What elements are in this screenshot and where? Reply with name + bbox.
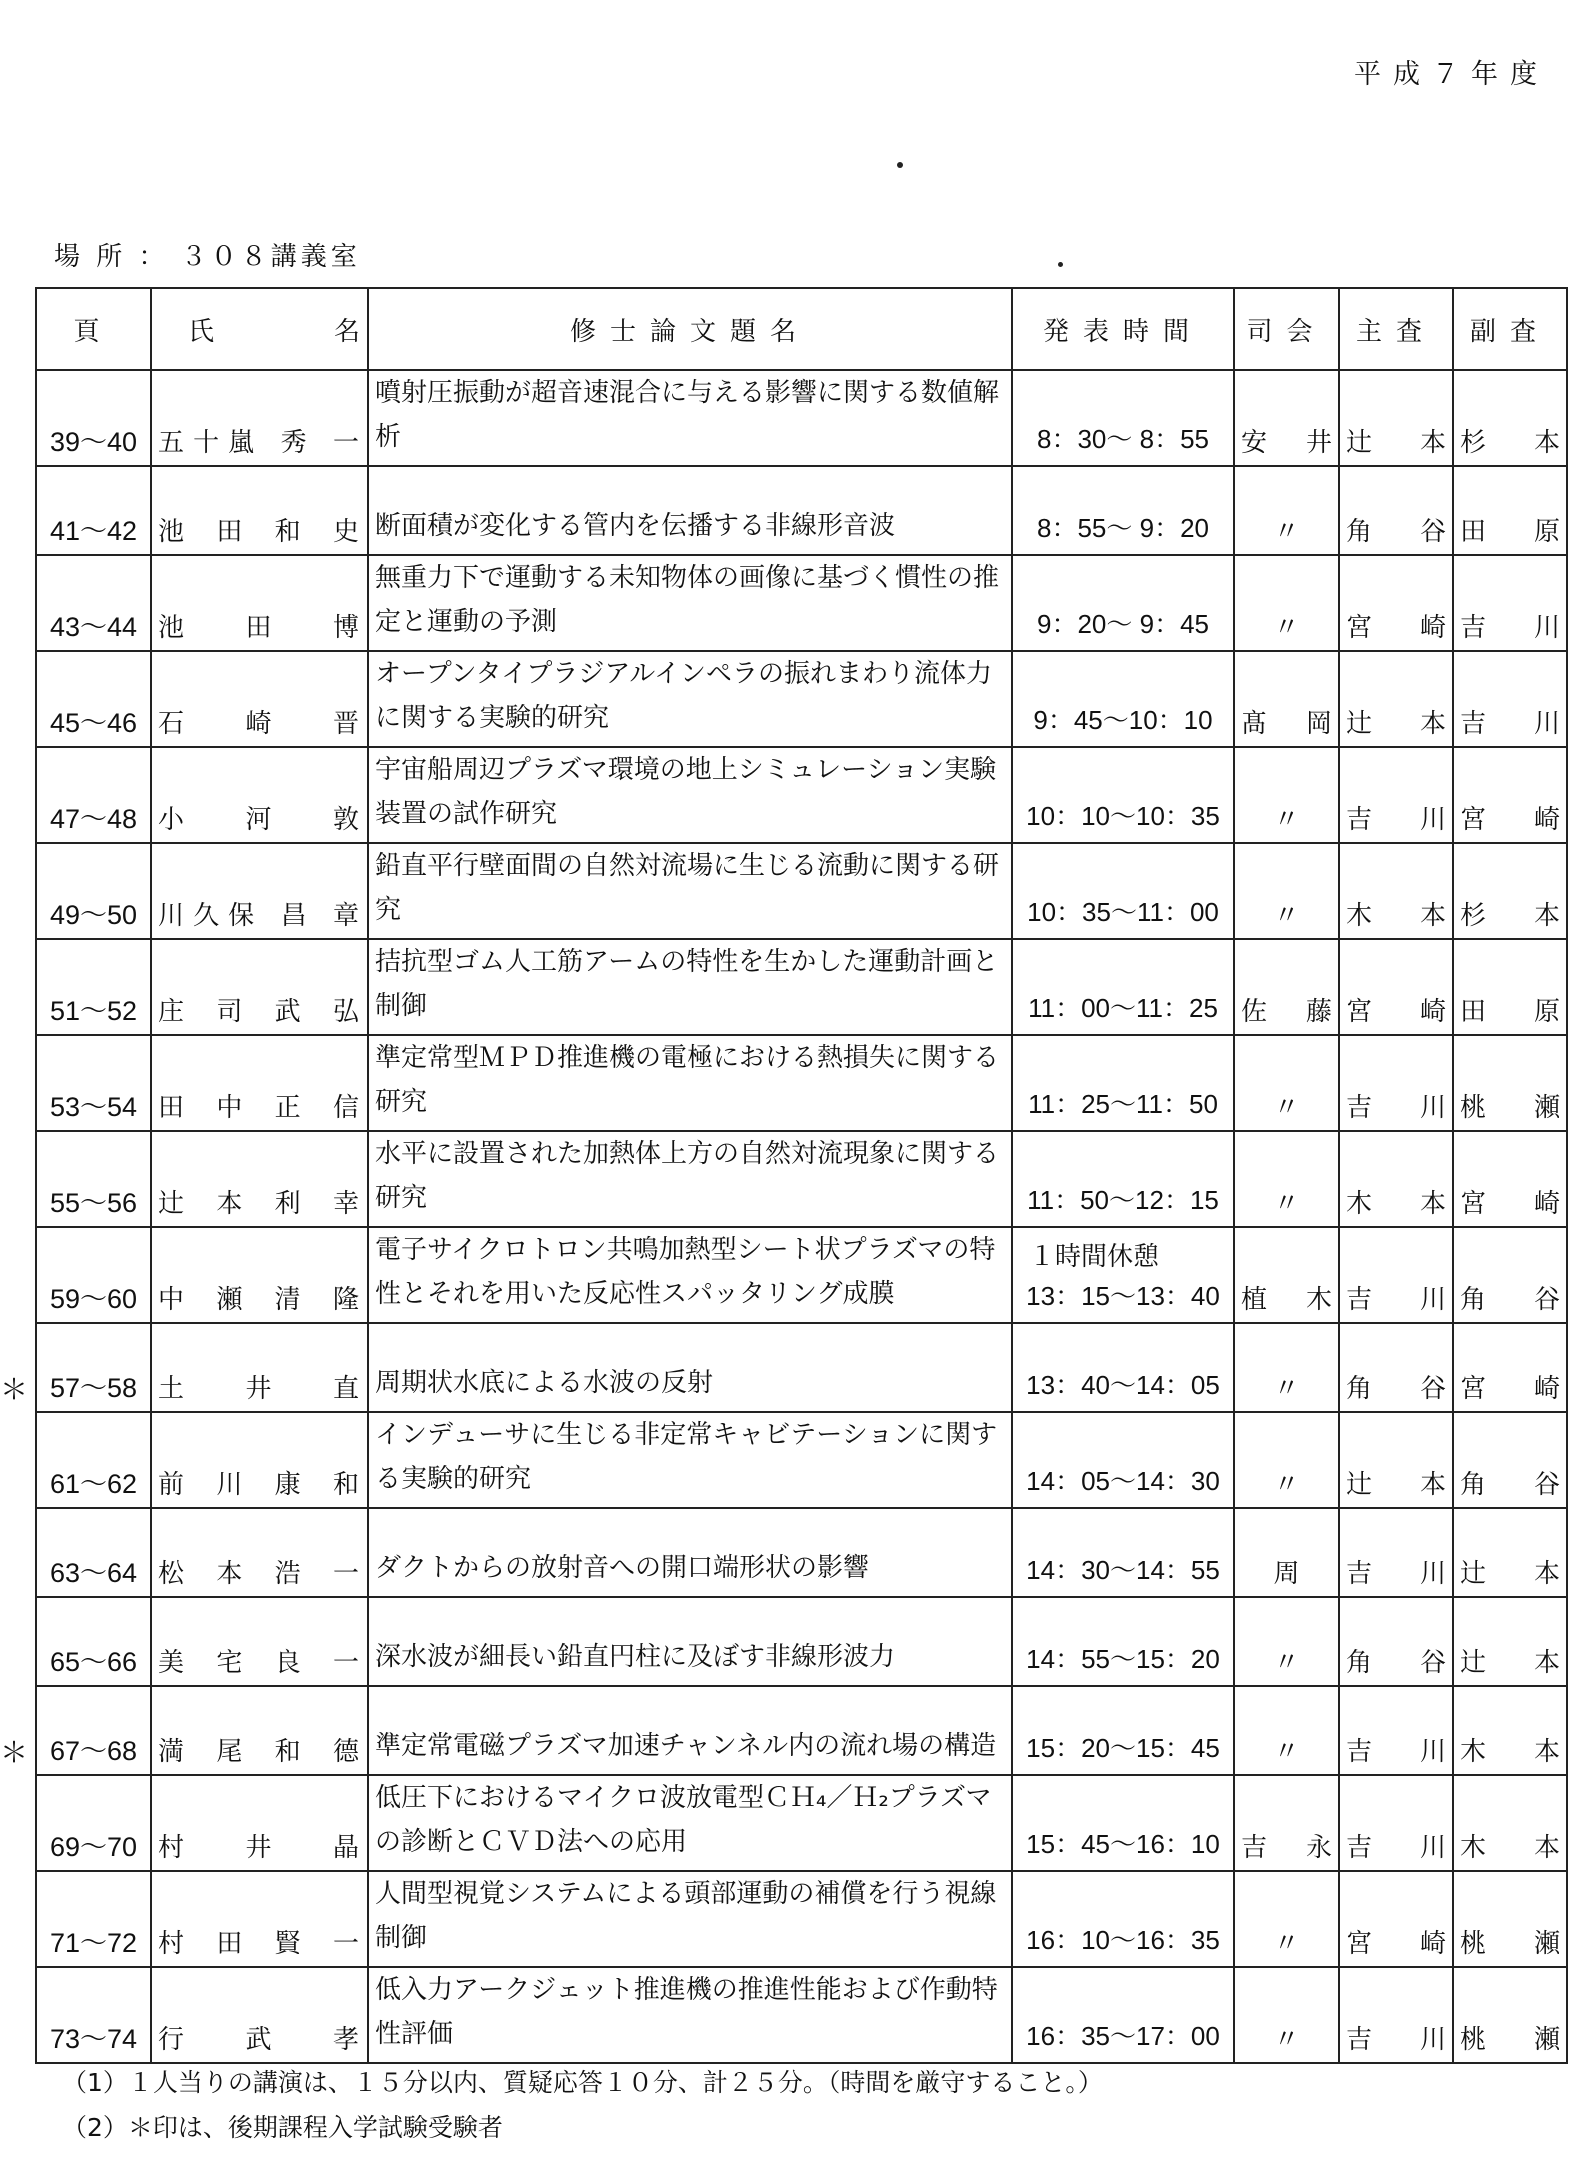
table-row <box>36 651 1567 747</box>
presentation-time-cell <box>1012 939 1234 1035</box>
presentation-time-cell <box>1012 1871 1234 1967</box>
chair-cell: 佐 藤 <box>1234 939 1339 1035</box>
table-row <box>36 939 1567 1035</box>
table-row <box>36 555 1567 651</box>
table-row <box>36 1686 1567 1775</box>
examiner-cell: 木 本 <box>1339 843 1453 939</box>
sub-examiner-cell: 木 本 <box>1453 1775 1567 1871</box>
scan-speck <box>1058 262 1063 267</box>
sub-examiner-cell: 桃 瀬 <box>1453 1871 1567 1967</box>
table-row <box>36 1967 1567 2063</box>
thesis-title-cell: ダクトからの放射音への開口端形状の影響 <box>368 1508 1012 1597</box>
thesis-title-cell: 周期状水底による水波の反射 <box>368 1323 1012 1412</box>
time-range: 15：45〜16：10 <box>1026 1829 1220 1859</box>
student-name-cell: 庄 司 武 弘 <box>151 939 368 1035</box>
time-range: 14：05〜14：30 <box>1026 1466 1220 1496</box>
chair-cell: 植 木 <box>1234 1227 1339 1323</box>
student-name-cell: 中 瀬 清 隆 <box>151 1227 368 1323</box>
chair-cell: 〃 <box>1234 1412 1339 1508</box>
sub-examiner-cell: 杉 本 <box>1453 370 1567 466</box>
time-range: 13：40〜14：05 <box>1026 1370 1220 1400</box>
page-range-cell: 53〜54 <box>36 1035 151 1131</box>
thesis-title-cell: 低入力アークジェット推進機の推進性能および作動特性評価 <box>368 1967 1012 2063</box>
student-name-cell: 村 井 晶 <box>151 1775 368 1871</box>
sub-examiner-cell: 木 本 <box>1453 1686 1567 1775</box>
chair-cell: 周 <box>1234 1508 1339 1597</box>
examiner-cell: 宮 崎 <box>1339 939 1453 1035</box>
sub-examiner-cell: 宮 崎 <box>1453 1323 1567 1412</box>
examiner-cell: 辻 本 <box>1339 651 1453 747</box>
table-row <box>36 1323 1567 1412</box>
thesis-title-cell: 準定常型ＭＰＤ推進機の電極における熱損失に関する研究 <box>368 1035 1012 1131</box>
page-range-cell: 51〜52 <box>36 939 151 1035</box>
sub-examiner-cell: 田 原 <box>1453 939 1567 1035</box>
chair-cell: 〃 <box>1234 1871 1339 1967</box>
sub-examiner-cell: 宮 崎 <box>1453 747 1567 843</box>
table-header-row <box>36 288 1567 370</box>
table-row <box>36 1597 1567 1686</box>
footnotes <box>62 2060 1103 2150</box>
student-name-cell: 石 崎 晋 <box>151 651 368 747</box>
page-range-cell: 61〜62 <box>36 1412 151 1508</box>
chair-cell: 〃 <box>1234 1967 1339 2063</box>
column-header-name-a: 氏 <box>188 316 215 347</box>
thesis-title-cell: 深水波が細長い鉛直円柱に及ぼす非線形波力 <box>368 1597 1012 1686</box>
table-row <box>36 466 1567 555</box>
sub-examiner-cell: 桃 瀬 <box>1453 1967 1567 2063</box>
sub-examiner-cell: 田 原 <box>1453 466 1567 555</box>
thesis-title-cell: 無重力下で運動する未知物体の画像に基づく慣性の推定と運動の予測 <box>368 555 1012 651</box>
page-range-cell: 73〜74 <box>36 1967 151 2063</box>
examiner-cell: 吉 川 <box>1339 1035 1453 1131</box>
page-range-cell: 55〜56 <box>36 1131 151 1227</box>
student-name-cell: 松 本 浩 一 <box>151 1508 368 1597</box>
presentation-time-cell <box>1012 1323 1234 1412</box>
examiner-cell: 吉 川 <box>1339 1508 1453 1597</box>
page-range-cell: 65〜66 <box>36 1597 151 1686</box>
presentation-time-cell <box>1012 1412 1234 1508</box>
thesis-title-cell: 断面積が変化する管内を伝播する非線形音波 <box>368 466 1012 555</box>
chair-cell: 〃 <box>1234 466 1339 555</box>
sub-examiner-cell: 角 谷 <box>1453 1227 1567 1323</box>
entrance-exam-marker: ＊ <box>0 1373 29 1406</box>
thesis-title-cell: 人間型視覚システムによる頭部運動の補償を行う視線制御 <box>368 1871 1012 1967</box>
presentation-time-cell <box>1012 1967 1234 2063</box>
page-range-cell: 71〜72 <box>36 1871 151 1967</box>
time-range: 14：55〜15：20 <box>1026 1644 1220 1674</box>
student-name-cell: 美 宅 良 一 <box>151 1597 368 1686</box>
sub-examiner-cell: 桃 瀬 <box>1453 1035 1567 1131</box>
time-range: 8：55〜 9：20 <box>1037 513 1209 543</box>
examiner-cell: 吉 川 <box>1339 1775 1453 1871</box>
chair-cell: 〃 <box>1234 1597 1339 1686</box>
sub-examiner-cell: 吉 川 <box>1453 651 1567 747</box>
presentation-time-cell <box>1012 370 1234 466</box>
column-header-title: 修士論文題名 <box>368 288 1012 370</box>
page-range-cell: 63〜64 <box>36 1508 151 1597</box>
student-name-cell: 満 尾 和 德 <box>151 1686 368 1775</box>
examiner-cell: 吉 川 <box>1339 1967 1453 2063</box>
presentation-time-cell <box>1012 1131 1234 1227</box>
time-range: 11：25〜11：50 <box>1028 1089 1218 1119</box>
chair-cell: 〃 <box>1234 1686 1339 1775</box>
sub-examiner-cell: 角 谷 <box>1453 1412 1567 1508</box>
column-header-time: 発表時間 <box>1012 288 1234 370</box>
thesis-title-cell: 準定常電磁プラズマ加速チャンネル内の流れ場の構造 <box>368 1686 1012 1775</box>
examiner-cell: 吉 川 <box>1339 1686 1453 1775</box>
student-name-cell: 池 田 博 <box>151 555 368 651</box>
examiner-cell: 辻 本 <box>1339 370 1453 466</box>
location-label: 場 所 ： ３０８講義室 <box>54 242 361 272</box>
presentation-time-cell <box>1012 747 1234 843</box>
thesis-title-cell: 拮抗型ゴム人工筋アームの特性を生かした運動計画と制御 <box>368 939 1012 1035</box>
table-row <box>36 1775 1567 1871</box>
examiner-cell: 宮 崎 <box>1339 555 1453 651</box>
time-range: 16：10〜16：35 <box>1026 1925 1220 1955</box>
page-range-cell: 69〜70 <box>36 1775 151 1871</box>
table-row <box>36 1131 1567 1227</box>
page-range-cell: 47〜48 <box>36 747 151 843</box>
student-name-cell: 前 川 康 和 <box>151 1412 368 1508</box>
examiner-cell: 吉 川 <box>1339 747 1453 843</box>
presentation-time-cell <box>1012 1775 1234 1871</box>
chair-cell: 〃 <box>1234 843 1339 939</box>
table-row <box>36 1508 1567 1597</box>
examiner-cell: 吉 川 <box>1339 1227 1453 1323</box>
sub-examiner-cell: 杉 本 <box>1453 843 1567 939</box>
examiner-cell: 辻 本 <box>1339 1412 1453 1508</box>
time-range: 10：35〜11：00 <box>1027 897 1219 927</box>
page-range-cell: 43〜44 <box>36 555 151 651</box>
time-range: 11：50〜12：15 <box>1027 1185 1219 1215</box>
footnote-1: （1）１人当りの講演は、１５分以内、質疑応答１０分、計２５分。（時間を厳守すること。） <box>62 2068 1103 2097</box>
presentation-time-cell <box>1012 1508 1234 1597</box>
student-name-cell: 池 田 和 史 <box>151 466 368 555</box>
table-row <box>36 1412 1567 1508</box>
examiner-cell: 木 本 <box>1339 1131 1453 1227</box>
page-range-cell: 39〜40 <box>36 370 151 466</box>
chair-cell: 〃 <box>1234 1323 1339 1412</box>
table-row <box>36 843 1567 939</box>
table-row <box>36 747 1567 843</box>
column-header-sub-examiner: 副査 <box>1453 288 1567 370</box>
presentation-time-cell <box>1012 466 1234 555</box>
chair-cell: 〃 <box>1234 1131 1339 1227</box>
scan-speck <box>897 162 903 168</box>
thesis-title-cell: 鉛直平行壁面間の自然対流場に生じる流動に関する研究 <box>368 843 1012 939</box>
time-range: 10：10〜10：35 <box>1026 801 1220 831</box>
presentation-time-cell <box>1012 1686 1234 1775</box>
page-range-cell: 41〜42 <box>36 466 151 555</box>
time-range: 9：45〜10：10 <box>1033 705 1213 735</box>
student-name-cell: 土 井 直 <box>151 1323 368 1412</box>
time-range: 9：20〜 9：45 <box>1037 609 1209 639</box>
table-row <box>36 370 1567 466</box>
page-range-cell: 45〜46 <box>36 651 151 747</box>
time-range: 13：15〜13：40 <box>1026 1281 1220 1311</box>
time-range: 16：35〜17：00 <box>1026 2021 1220 2051</box>
presentation-time-cell <box>1012 1227 1234 1323</box>
thesis-title-cell: 宇宙船周辺プラズマ環境の地上シミュレーション実験装置の試作研究 <box>368 747 1012 843</box>
chair-cell: 〃 <box>1234 747 1339 843</box>
time-range: 11：00〜11：25 <box>1028 993 1218 1023</box>
chair-cell: 安 井 <box>1234 370 1339 466</box>
time-range: 15：20〜15：45 <box>1026 1733 1220 1763</box>
chair-cell: 〃 <box>1234 555 1339 651</box>
column-header-examiner: 主査 <box>1339 288 1453 370</box>
chair-cell: 〃 <box>1234 1035 1339 1131</box>
thesis-title-cell: オープンタイプラジアルインペラの振れまわり流体力に関する実験的研究 <box>368 651 1012 747</box>
student-name-cell: 五十嵐 秀 一 <box>151 370 368 466</box>
column-header-name-b: 名 <box>334 316 361 347</box>
examiner-cell: 角 谷 <box>1339 466 1453 555</box>
student-name-cell: 川久保 昌 章 <box>151 843 368 939</box>
table-row <box>36 1227 1567 1323</box>
student-name-cell: 村 田 賢 一 <box>151 1871 368 1967</box>
thesis-title-cell: 噴射圧振動が超音速混合に与える影響に関する数値解析 <box>368 370 1012 466</box>
presentation-time-cell <box>1012 555 1234 651</box>
break-note: １時間休憩 <box>1029 1241 1160 1271</box>
presentation-time-cell <box>1012 843 1234 939</box>
student-name-cell: 小 河 敦 <box>151 747 368 843</box>
table-row <box>36 1035 1567 1131</box>
examiner-cell: 角 谷 <box>1339 1597 1453 1686</box>
page-range-cell: 49〜50 <box>36 843 151 939</box>
sub-examiner-cell: 吉 川 <box>1453 555 1567 651</box>
page-range-cell: 67〜68 <box>36 1686 151 1775</box>
table-row <box>36 1871 1567 1967</box>
student-name-cell: 行 武 孝 <box>151 1967 368 2063</box>
footnote-2: （2）＊印は、後期課程入学試験受験者 <box>62 2113 503 2142</box>
entrance-exam-marker: ＊ <box>0 1736 29 1769</box>
page-range-cell: 59〜60 <box>36 1227 151 1323</box>
examiner-cell: 宮 崎 <box>1339 1871 1453 1967</box>
sub-examiner-cell: 辻 本 <box>1453 1508 1567 1597</box>
column-header-page: 頁 <box>36 288 151 370</box>
time-range: 14：30〜14：55 <box>1026 1555 1220 1585</box>
column-header-chair: 司会 <box>1234 288 1339 370</box>
thesis-title-cell: 低圧下におけるマイクロ波放電型ＣＨ₄／Ｈ₂プラズマの診断とＣＶＤ法への応用 <box>368 1775 1012 1871</box>
time-range: 8：30〜 8：55 <box>1037 424 1209 454</box>
presentation-time-cell <box>1012 651 1234 747</box>
thesis-title-cell: 電子サイクロトロン共鳴加熱型シート状プラズマの特性とそれを用いた反応性スパッタリング成膜 <box>368 1227 1012 1323</box>
student-name-cell: 辻 本 利 幸 <box>151 1131 368 1227</box>
thesis-title-cell: 水平に設置された加熱体上方の自然対流現象に関する研究 <box>368 1131 1012 1227</box>
presentation-time-cell <box>1012 1035 1234 1131</box>
thesis-title-cell: インデューサに生じる非定常キャビテーションに関する実験的研究 <box>368 1412 1012 1508</box>
column-header-name <box>151 288 368 370</box>
page-range-cell: 57〜58 <box>36 1323 151 1412</box>
examiner-cell: 角 谷 <box>1339 1323 1453 1412</box>
sub-examiner-cell: 辻 本 <box>1453 1597 1567 1686</box>
presentation-schedule-table <box>35 287 1568 2064</box>
student-name-cell: 田 中 正 信 <box>151 1035 368 1131</box>
chair-cell: 髙 岡 <box>1234 651 1339 747</box>
presentation-time-cell <box>1012 1597 1234 1686</box>
sub-examiner-cell: 宮 崎 <box>1453 1131 1567 1227</box>
chair-cell: 吉 永 <box>1234 1775 1339 1871</box>
document-year: 平成７年度 <box>1354 59 1549 90</box>
